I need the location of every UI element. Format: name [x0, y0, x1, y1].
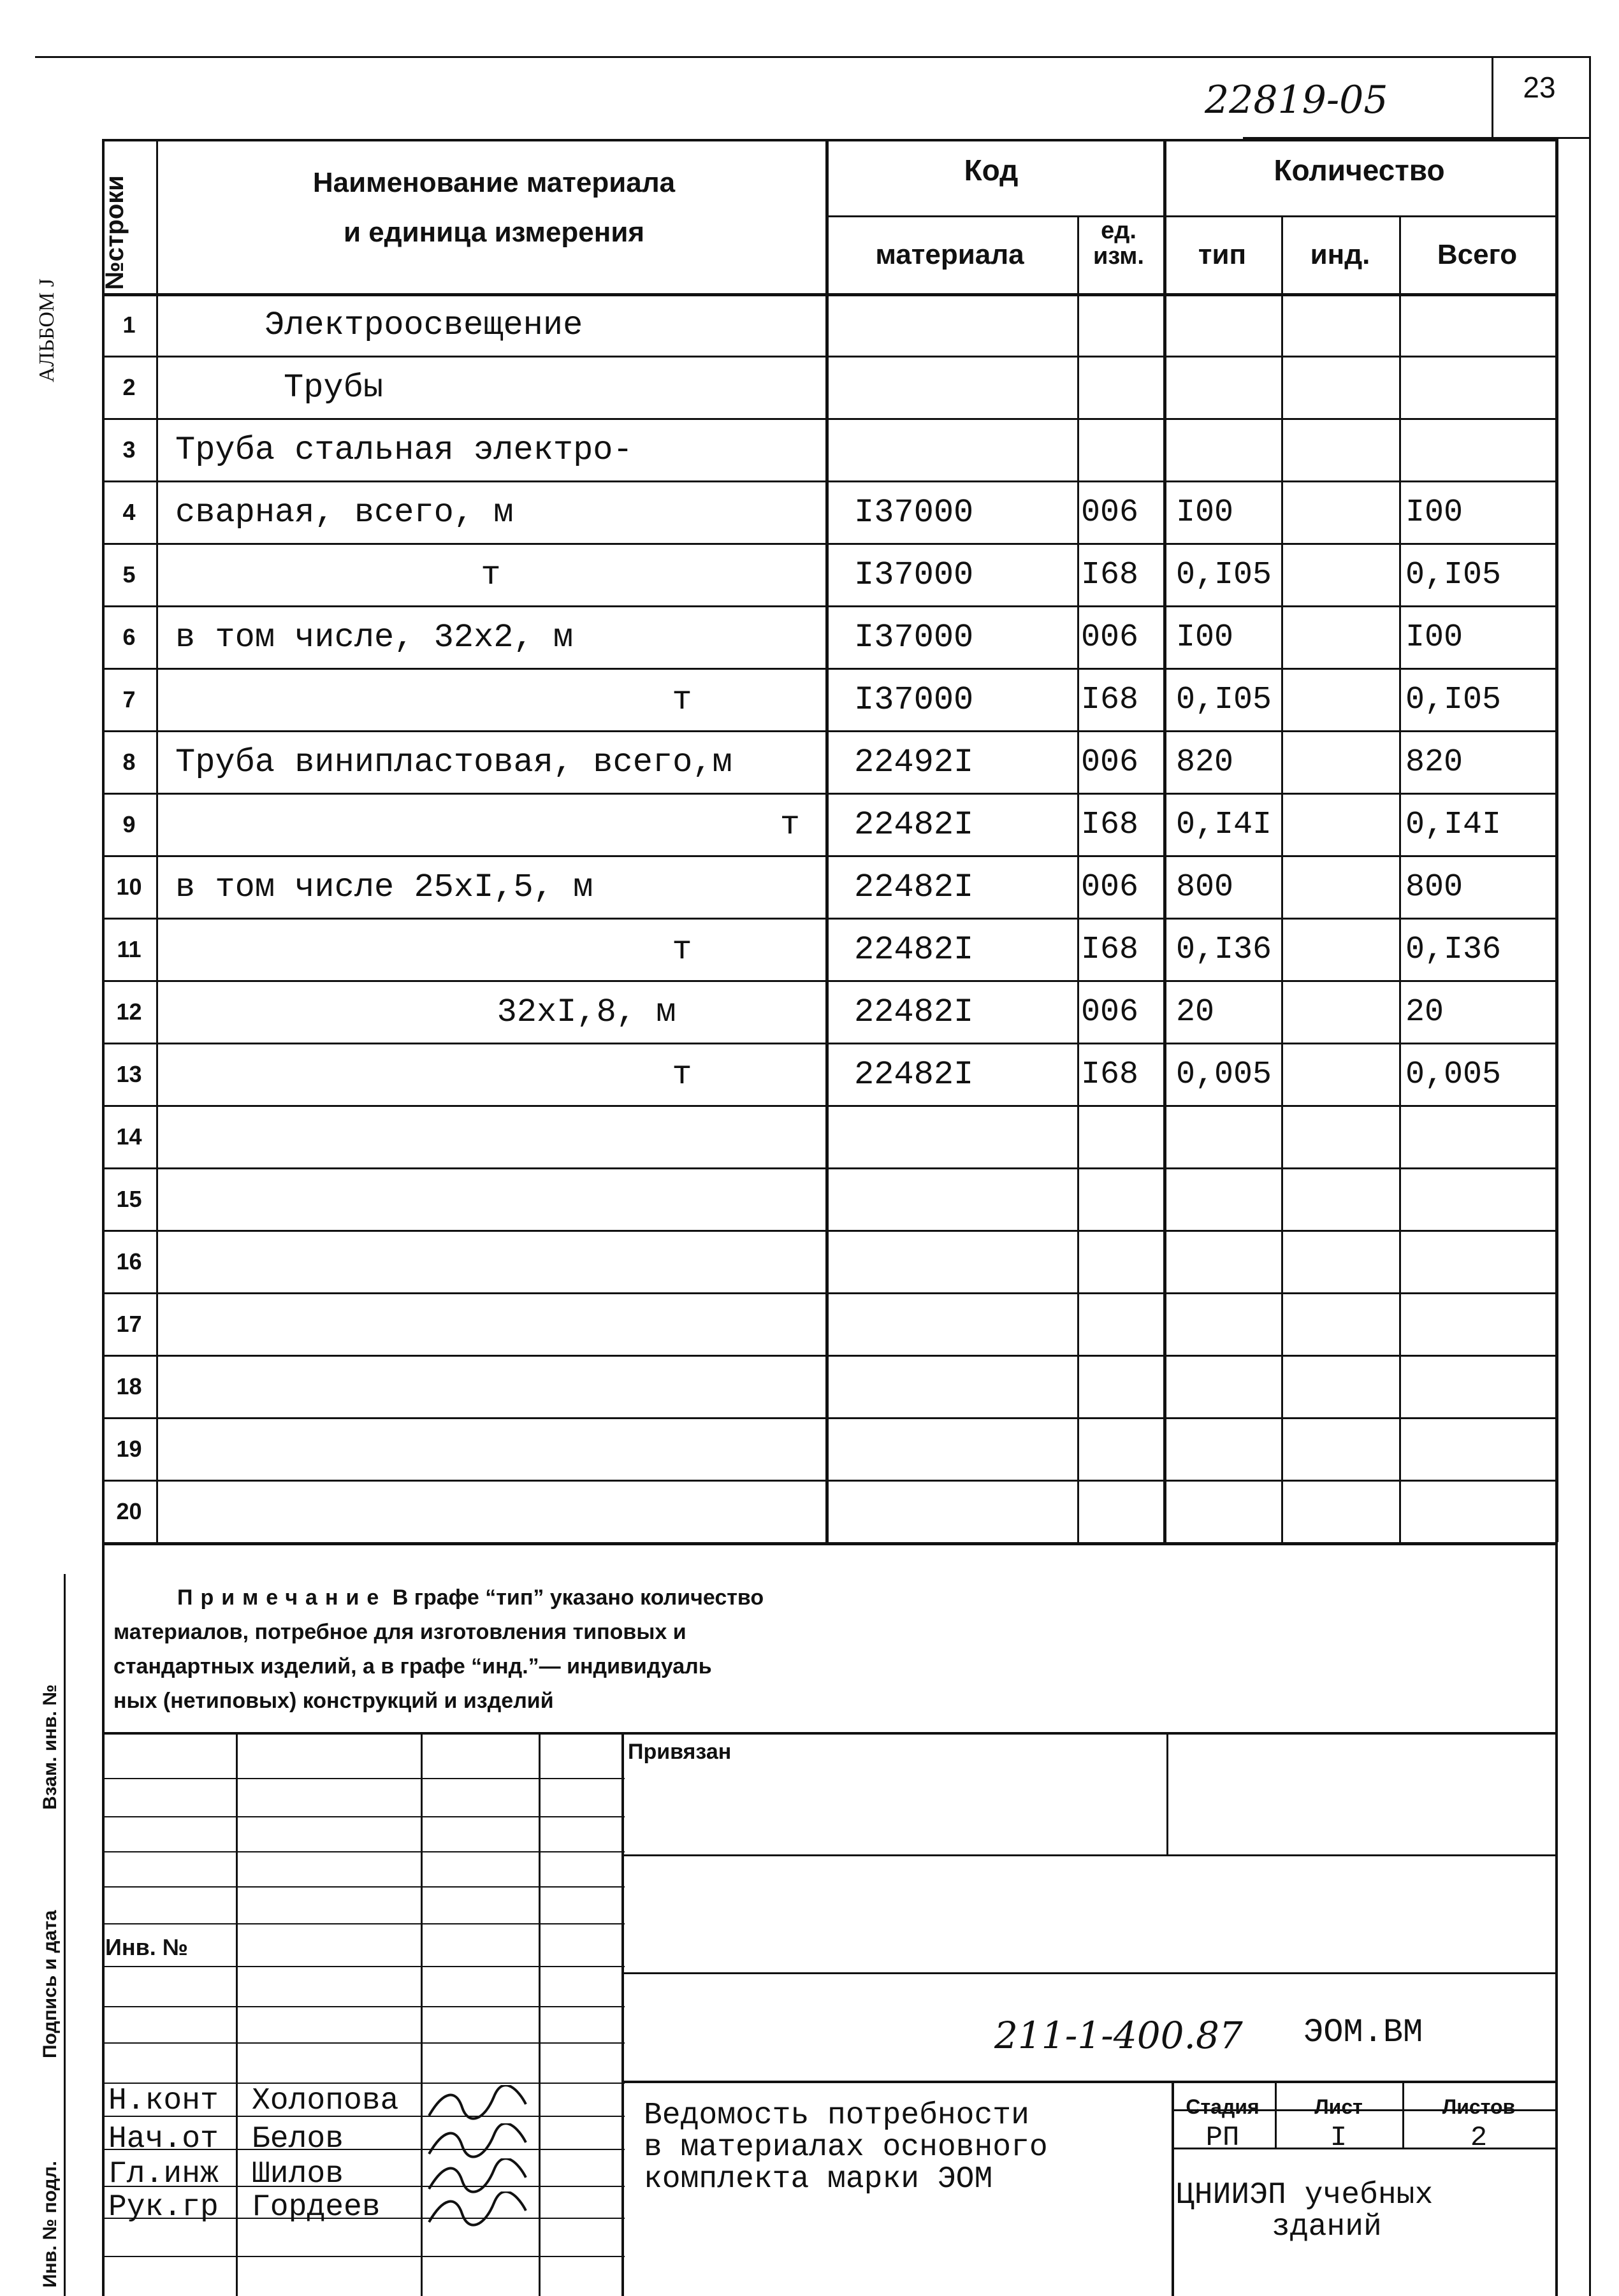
row-number: 11	[117, 936, 142, 962]
material-code: 22482I	[854, 1055, 974, 1094]
material-code: 22492I	[854, 743, 974, 781]
qty-type	[1163, 1232, 1281, 1291]
material-code: 22482I	[854, 930, 974, 969]
unit-code	[1077, 1357, 1163, 1416]
material-code	[825, 1295, 1077, 1354]
qty-ind	[1281, 1108, 1399, 1166]
material-code: 22482I	[854, 993, 974, 1031]
stamp-linked-label: Привязан	[628, 1740, 732, 1764]
material-code	[825, 1420, 1077, 1478]
qty-ind	[1281, 1295, 1399, 1354]
qty-total: 0,005	[1405, 1056, 1502, 1093]
qty-type	[1163, 1482, 1281, 1541]
unit-code	[1077, 421, 1163, 479]
signer-name: Холопова	[252, 2084, 399, 2118]
qty-type	[1163, 296, 1281, 354]
material-name	[156, 1170, 825, 1229]
signature-scribble	[424, 2085, 532, 2123]
material-code	[825, 1482, 1077, 1541]
qty-type: 0,I05	[1176, 556, 1272, 593]
signer-role: Рук.гр	[108, 2190, 219, 2225]
signature-scribble	[424, 2191, 532, 2230]
header-row-number: №строки	[101, 175, 129, 290]
qty-total	[1399, 1482, 1555, 1541]
row-number: 16	[116, 1248, 142, 1274]
header-code: Код	[964, 154, 1019, 187]
material-name: Труба винипластовая, всего,м	[175, 743, 732, 781]
stamp-sheets-value: 2	[1470, 2122, 1488, 2154]
material-name: т	[780, 805, 800, 844]
material-code	[825, 1357, 1077, 1416]
qty-ind	[1281, 483, 1399, 542]
qty-total	[1399, 296, 1555, 354]
header-quantity: Количество	[1274, 154, 1445, 187]
qty-type	[1163, 1357, 1281, 1416]
material-name: т	[672, 681, 692, 719]
qty-total: 20	[1405, 993, 1444, 1030]
page-number: 23	[1523, 71, 1556, 104]
stamp-stage-value: РП	[1205, 2122, 1240, 2154]
qty-type	[1163, 1295, 1281, 1354]
qty-type: 0,I36	[1176, 931, 1272, 968]
qty-total: I00	[1405, 494, 1463, 531]
note-line: ных (нетиповых) конструкций и изделий	[113, 1689, 554, 1713]
qty-type: I00	[1176, 619, 1234, 656]
unit-code: 006	[1081, 993, 1139, 1030]
qty-ind	[1281, 1045, 1399, 1104]
header-name-line2: и единица измерения	[343, 217, 645, 248]
row-number: 20	[116, 1498, 142, 1524]
qty-ind	[1281, 1482, 1399, 1541]
header-qty-ind: инд.	[1310, 239, 1370, 270]
qty-ind	[1281, 358, 1399, 417]
row-number: 13	[116, 1061, 142, 1087]
unit-code: I68	[1081, 556, 1139, 593]
binding-strip-label: Взам. инв. №	[40, 1684, 61, 1810]
qty-ind	[1281, 858, 1399, 916]
unit-code	[1077, 1482, 1163, 1541]
signer-name: Гордеев	[252, 2190, 381, 2225]
stamp-designation-mark: ЭОМ.ВМ	[1303, 2014, 1423, 2051]
signer-role: Гл.инж	[108, 2157, 219, 2191]
material-code	[825, 1108, 1077, 1166]
qty-total	[1399, 1170, 1555, 1229]
stamp-stage-label: Стадия	[1186, 2095, 1260, 2118]
row-number: 1	[122, 312, 136, 338]
material-code	[825, 1170, 1077, 1229]
unit-code: 006	[1081, 619, 1139, 656]
row-number: 18	[116, 1373, 142, 1399]
unit-code	[1077, 1170, 1163, 1229]
qty-ind	[1281, 545, 1399, 604]
qty-total	[1399, 1357, 1555, 1416]
qty-type: 800	[1176, 869, 1234, 906]
qty-type	[1163, 358, 1281, 417]
qty-total	[1399, 1232, 1555, 1291]
row-number: 4	[122, 499, 136, 525]
signer-name: Белов	[252, 2122, 344, 2156]
material-name: т	[481, 556, 501, 594]
material-code: 22482I	[854, 805, 974, 844]
stamp-sheet-value: I	[1330, 2122, 1347, 2154]
qty-total: I00	[1405, 619, 1463, 656]
material-code: I37000	[854, 681, 974, 719]
stamp-title-line: комплекта марки ЭОМ	[644, 2162, 993, 2197]
unit-code: I68	[1081, 681, 1139, 718]
header-name-line1: Наименование материала	[312, 167, 676, 198]
unit-code: 006	[1081, 494, 1139, 531]
qty-type: I00	[1176, 494, 1234, 531]
row-number: 8	[122, 749, 136, 775]
qty-ind	[1281, 733, 1399, 791]
unit-code	[1077, 1232, 1163, 1291]
material-name	[156, 1420, 825, 1478]
qty-ind	[1281, 1232, 1399, 1291]
unit-code	[1077, 1108, 1163, 1166]
margin-label: АЛЬБОМ J	[35, 278, 59, 382]
qty-ind	[1281, 1420, 1399, 1478]
qty-total	[1399, 1108, 1555, 1166]
unit-code: 006	[1081, 744, 1139, 781]
stamp-inv-label: Инв. №	[105, 1934, 188, 1960]
row-number: 5	[122, 561, 136, 588]
signature-scribble	[424, 2123, 532, 2162]
unit-code	[1077, 1420, 1163, 1478]
row-number: 2	[122, 374, 136, 400]
qty-total	[1399, 358, 1555, 417]
qty-type: 0,I05	[1176, 681, 1272, 718]
qty-type	[1163, 1420, 1281, 1478]
material-code	[825, 1232, 1077, 1291]
material-name	[156, 1232, 825, 1291]
row-number: 3	[122, 437, 136, 463]
signer-name: Шилов	[252, 2157, 344, 2191]
material-name: Трубы	[284, 368, 384, 407]
unit-code	[1077, 296, 1163, 354]
material-name: Электроосвещение	[265, 306, 583, 344]
qty-total: 0,I36	[1405, 931, 1502, 968]
unit-code: 006	[1081, 869, 1139, 906]
stamp-organization	[1176, 2179, 1433, 2243]
material-code: 22482I	[854, 868, 974, 906]
unit-code: I68	[1081, 931, 1139, 968]
qty-type: 0,005	[1176, 1056, 1272, 1093]
qty-ind	[1281, 670, 1399, 729]
unit-code	[1077, 1295, 1163, 1354]
qty-total: 820	[1405, 744, 1463, 781]
stamp-sheets-label: Листов	[1442, 2095, 1516, 2118]
binding-strip-label: Инв. № подл.	[40, 2160, 61, 2288]
material-name: в том числе, 32х2, м	[175, 618, 574, 656]
row-number: 7	[122, 686, 136, 712]
qty-ind	[1281, 608, 1399, 667]
row-number: 12	[116, 999, 142, 1025]
signer-role: Н.конт	[108, 2084, 219, 2118]
stamp-org-line: зданий	[1272, 2210, 1382, 2244]
row-number: 17	[116, 1311, 142, 1337]
signature-scribble	[424, 2158, 532, 2197]
qty-type	[1163, 1108, 1281, 1166]
qty-type: 0,I4I	[1176, 806, 1272, 843]
document-id: 22819-05	[1205, 78, 1388, 122]
stamp-title-line: в материалах основного	[644, 2130, 1048, 2165]
header-code-material: материала	[875, 239, 1024, 270]
material-name	[156, 1295, 825, 1354]
unit-code	[1077, 358, 1163, 417]
stamp-title-line: Ведомость потребности	[644, 2098, 1029, 2133]
qty-total: 0,I05	[1405, 681, 1502, 718]
qty-ind	[1281, 795, 1399, 854]
material-name: в том числе 25хI,5, м	[175, 868, 593, 906]
stamp-document-title	[644, 2100, 1048, 2195]
qty-ind	[1281, 1170, 1399, 1229]
material-name: т	[672, 930, 692, 969]
material-name: Труба стальная электро-	[175, 431, 633, 469]
qty-type: 820	[1176, 744, 1234, 781]
note-title: Примечание	[177, 1585, 387, 1610]
row-number: 19	[116, 1436, 142, 1462]
note-line: стандартных изделий, а в графе “инд.”— индивидуаль	[113, 1654, 712, 1679]
material-name	[156, 1357, 825, 1416]
material-name: 32хI,8, м	[497, 993, 676, 1031]
note-block	[113, 1580, 764, 1718]
row-number: 14	[116, 1123, 142, 1150]
qty-ind	[1281, 983, 1399, 1041]
qty-ind	[1281, 421, 1399, 479]
unit-code: I68	[1081, 1056, 1139, 1093]
qty-total	[1399, 421, 1555, 479]
material-code	[825, 296, 1077, 354]
binding-strip-label: Подпись и дата	[40, 1910, 61, 2058]
unit-code: I68	[1081, 806, 1139, 843]
material-code	[825, 358, 1077, 417]
qty-type: 20	[1176, 993, 1215, 1030]
row-number: 15	[116, 1186, 142, 1212]
qty-total: 0,I4I	[1405, 806, 1502, 843]
note-line: материалов, потребное для изготовления типовых и	[113, 1620, 686, 1644]
qty-total: 800	[1405, 869, 1463, 906]
signer-role: Нач.от	[108, 2122, 219, 2156]
qty-total: 0,I05	[1405, 556, 1502, 593]
qty-total	[1399, 1420, 1555, 1478]
stamp-org-line: ЦНИИЭП учебных	[1176, 2178, 1434, 2213]
material-code: I37000	[854, 493, 974, 531]
qty-type	[1163, 421, 1281, 479]
material-name	[156, 1482, 825, 1541]
header-qty-total: Всего	[1437, 239, 1518, 270]
qty-type	[1163, 1170, 1281, 1229]
note-line: В графе “тип” указано количество	[392, 1585, 764, 1610]
material-code	[825, 421, 1077, 479]
stamp-designation-number: 211-1-400.87	[994, 2014, 1243, 2057]
header-qty-type: тип	[1198, 239, 1247, 270]
row-number: 9	[122, 811, 136, 837]
material-name: сварная, всего, м	[175, 493, 514, 531]
qty-ind	[1281, 1357, 1399, 1416]
qty-total	[1399, 1295, 1555, 1354]
material-name	[156, 1108, 825, 1166]
qty-ind	[1281, 920, 1399, 979]
qty-ind	[1281, 296, 1399, 354]
stamp-sheet-label: Лист	[1314, 2095, 1363, 2118]
material-code: I37000	[854, 556, 974, 594]
material-code: I37000	[854, 618, 974, 656]
material-name: т	[672, 1055, 692, 1094]
row-number: 10	[116, 874, 142, 900]
row-number: 6	[122, 624, 136, 650]
header-code-unit: ед. изм.	[1093, 217, 1144, 270]
